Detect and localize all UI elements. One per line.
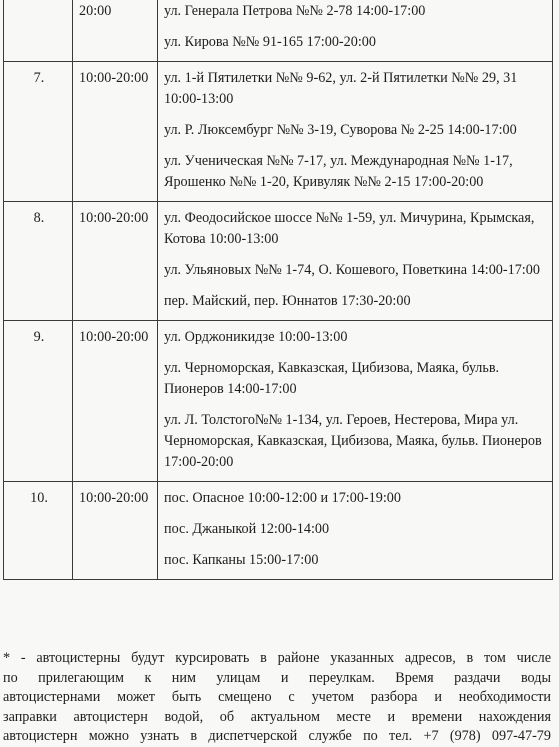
table-row: [4, 321, 553, 482]
row-number: 8.: [4, 202, 73, 321]
address-line: ул. Феодосийское шоссе №№ 1-59, ул. Мичурина, Крымская, Котова 10:00-13:00: [164, 210, 535, 247]
address-line: ул. Ульяновых №№ 1-74, О. Кошевого, Поветкина 14:00-17:00: [164, 262, 540, 278]
row-addresses: [158, 202, 553, 321]
row-time: 10:00-20:00: [73, 321, 158, 482]
row-addresses: [158, 0, 553, 62]
address-line: ул. Л. Толстого№№ 1-134, ул. Героев, Нестерова, Мира ул. Черноморская, Кавказская, Цибизова, Маяка, бульв. Пионеров 17:00-20:00: [164, 412, 542, 470]
footnote-line: * - автоцистерны будут курсировать в районе указанных адресов, в том числе: [3, 650, 551, 666]
row-number: 7.: [4, 62, 73, 202]
table-row: [4, 0, 553, 62]
row-addresses: [158, 62, 553, 202]
row-time: 20:00: [73, 0, 158, 62]
row-number: 9.: [4, 321, 73, 482]
row-number: [4, 0, 73, 62]
address-line: пос. Опасное 10:00-12:00 и 17:00-19:00: [164, 490, 401, 506]
row-addresses: [158, 482, 553, 580]
footnote-line: по прилегающим к ним улицам и переулкам. Время раздачи воды: [3, 669, 551, 686]
address-line: ул. Ученическая №№ 7-17, ул. Международная №№ 1-17, Ярошенко №№ 1-20, Кривуляк №№ 2-15 17:00-20:00: [164, 153, 513, 190]
footnote-line: заправки автоцистерн водой, об актуальном месте и времени нахождения: [3, 708, 551, 725]
address-line: ул. Орджоникидзе 10:00-13:00: [164, 329, 348, 345]
row-number: 10.: [4, 482, 73, 580]
row-time: 10:00-20:00: [73, 62, 158, 202]
address-line: пер. Майский, пер. Юннатов 17:30-20:00: [164, 293, 411, 309]
address-line: пос. Капканы 15:00-17:00: [164, 552, 319, 568]
address-line: ул. Черноморская, Кавказская, Цибизова, Маяка, бульв. Пионеров 14:00-17:00: [164, 360, 500, 397]
table-row: [4, 62, 553, 202]
table-row: [4, 482, 553, 580]
footnote: [3, 649, 551, 747]
row-time: 10:00-20:00: [73, 482, 158, 580]
address-line: ул. 1-й Пятилетки №№ 9-62, ул. 2-й Пятилетки №№ 29, 31 10:00-13:00: [164, 70, 518, 107]
address-line: ул. Кирова №№ 91-165 17:00-20:00: [164, 34, 376, 50]
row-time: 10:00-20:00: [73, 202, 158, 321]
table-row: [4, 202, 553, 321]
footnote-line: автоцистернами может быть смещено с учетом разбора и необходимости: [3, 689, 551, 705]
address-line: ул. Р. Люксембург №№ 3-19, Суворова № 2-25 14:00-17:00: [164, 122, 517, 138]
water-schedule-table: [3, 0, 553, 580]
footnote-line: автоцистерн можно узнать в диспетчерской службе по тел. +7 (978) 097-47-79: [3, 728, 551, 744]
row-addresses: [158, 321, 553, 482]
address-line: ул. Генерала Петрова №№ 2-78 14:00-17:00: [164, 3, 426, 19]
address-line: пос. Джаныкой 12:00-14:00: [164, 521, 330, 537]
